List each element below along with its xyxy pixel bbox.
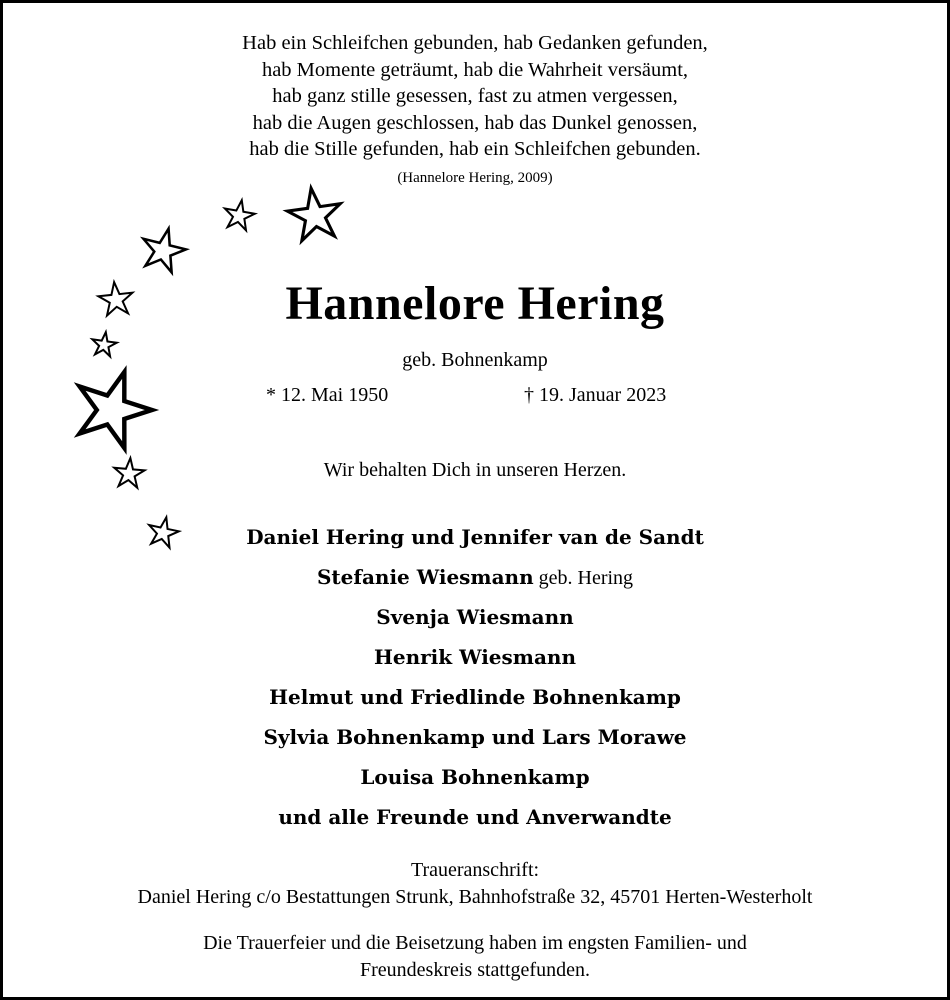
mourner-name: und alle Freunde und Anverwandte	[278, 805, 672, 829]
mourner-suffix: geb. Hering	[533, 567, 634, 589]
mourner-line	[0, 718, 950, 758]
poem-line: hab Momente geträumt, hab die Wahrheit versäumt,	[261, 58, 689, 81]
mourner-name: Daniel Hering und Jennifer van de Sandt	[246, 525, 704, 549]
birth-date: * 12. Mai 1950	[266, 384, 389, 406]
mourner-line	[0, 638, 950, 678]
mourner-line	[0, 598, 950, 638]
mourner-name: Louisa Bohnenkamp	[360, 765, 590, 789]
address-label: Traueranschrift:	[410, 859, 540, 881]
mourner-name: Helmut und Friedlinde Bohnenkamp	[269, 685, 681, 709]
poem-line: hab die Stille gefunden, hab ein Schleifchen gebunden.	[249, 138, 701, 160]
star-icon	[80, 372, 152, 448]
star-icon	[225, 200, 255, 230]
ceremony-line: Die Trauerfeier und die Beisetzung haben im engsten Familien- und	[203, 932, 747, 954]
birth-name: geb. Bohnenkamp	[402, 349, 548, 371]
mourning-address	[0, 857, 950, 911]
mourner-line	[0, 798, 950, 838]
ceremony-notice	[0, 930, 950, 984]
poem-line: hab ganz stille gesessen, fast zu atmen vergessen,	[272, 85, 678, 107]
address-line: Daniel Hering c/o Bestattungen Strunk, Bahnhofstraße 32, 45701 Herten-Westerholt	[137, 886, 813, 908]
mourner-name: Svenja Wiesmann	[376, 605, 574, 629]
death-date: † 19. Januar 2023	[524, 384, 667, 406]
mourner-line	[0, 758, 950, 798]
mourner-line	[0, 518, 950, 558]
poem-line: Hab ein Schleifchen gebunden, hab Gedanken gefunden,	[242, 32, 708, 54]
mourners-list	[0, 518, 950, 838]
mourner-line	[0, 558, 950, 598]
poem-line: hab die Augen geschlossen, hab das Dunkel genossen,	[252, 111, 698, 134]
deceased-name: Hannelore Hering	[285, 277, 665, 330]
poem-source: (Hannelore Hering, 2009)	[397, 170, 553, 186]
ceremony-line: Freundeskreis stattgefunden.	[360, 959, 590, 981]
star-icon	[143, 229, 185, 273]
poem	[0, 30, 950, 163]
motto: Wir behalten Dich in unseren Herzen.	[323, 459, 627, 481]
star-icon	[287, 188, 340, 240]
mourner-line	[0, 678, 950, 718]
mourner-name: Henrik Wiesmann	[373, 645, 576, 669]
mourner-name: Sylvia Bohnenkamp und Lars Morawe	[263, 725, 687, 749]
mourner-name: Stefanie Wiesmann	[316, 565, 534, 589]
